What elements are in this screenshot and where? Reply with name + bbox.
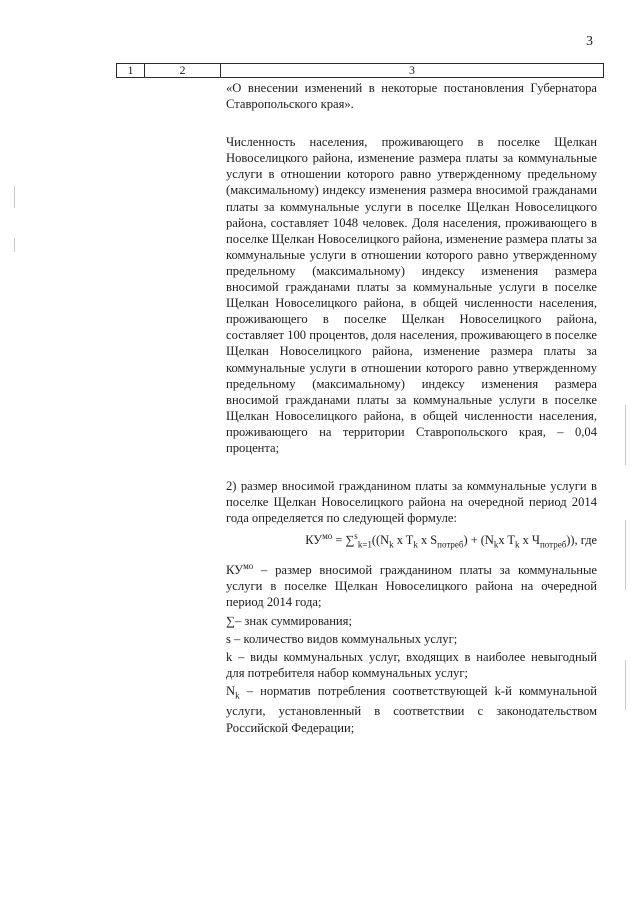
formula-sub: потреб <box>539 539 567 550</box>
formula-sum-lower: k=1 <box>357 539 372 550</box>
scan-artifact <box>14 238 15 252</box>
definition-k: k – виды коммунальных услуг, входящих в наиболее невыгодный для потребителя набор коммунальных услуг; <box>226 649 597 680</box>
formula-part: x T <box>498 533 515 548</box>
formula-sub: k <box>389 539 394 550</box>
formula-part: x T <box>393 533 414 548</box>
table-header-col-2: 2 <box>145 64 221 77</box>
scan-artifact <box>14 186 15 208</box>
definition-nk-term: N <box>226 683 236 698</box>
page-number: 3 <box>586 34 593 49</box>
definition-nk-sub: k <box>235 690 240 701</box>
definition-nk-text: – норматив потребления соответствующей k-й коммунальной услуги, установленный в соответствии с законодательством Российской Федерации; <box>226 683 597 735</box>
formula-part: x Ч <box>519 533 540 548</box>
table-header-col-3: 3 <box>409 63 415 77</box>
formula-sub: k <box>413 539 418 550</box>
formula-sum-upper: s <box>354 531 358 542</box>
scan-artifact <box>625 660 626 710</box>
table-header-row <box>116 63 604 78</box>
formula-part: )), где <box>566 533 597 548</box>
formula-part: x S <box>417 533 438 548</box>
document-body <box>226 80 597 736</box>
definition-ku-term: КУ <box>226 563 244 578</box>
definition-nk <box>226 683 597 736</box>
payment-formula <box>226 528 597 553</box>
scan-artifact <box>625 520 626 590</box>
item-2-paragraph: 2) размер вносимой гражданином платы за коммунальные услуги в поселке Щелкан Новоселицкого района на очередной период 2014 года определяется по следующей формуле: <box>226 479 597 526</box>
scan-artifact <box>625 405 626 465</box>
formula-part: ((N <box>371 533 390 548</box>
formula-part: ) + (N <box>463 533 494 548</box>
intro-paragraph: «О внесении изменений в некоторые постановления Губернатора Ставропольского края». <box>226 81 597 112</box>
definition-sum: ∑– знак суммирования; <box>226 613 352 628</box>
formula-sum-sign: = ∑ <box>332 533 355 548</box>
formula-sub: k <box>493 539 499 550</box>
definition-ku-text: – размер вносимой гражданином платы за коммунальные услуги в поселке Щелкан Новоселицкого района на очередной период 2014 года; <box>226 563 597 610</box>
definition-ku-sup: мо <box>243 561 254 572</box>
formula-lhs: КУ <box>305 533 323 548</box>
table-header-col-1: 1 <box>117 64 145 77</box>
formula-sub: k <box>515 539 520 550</box>
definition-s: s – количество видов коммунальных услуг; <box>226 631 458 646</box>
population-paragraph: Численность населения, проживающего в поселке Щелкан Новоселицкого района, изменение размера платы за коммунальные услуги в отношении которого равно утвержденному предельному (максимальному) индексу изменения размера вносимой гражданами платы за коммунальные услуги в поселке Щелкан Новоселицкого района, составляет 1048 человек. Доля населения, проживающего в поселке Щелкан Новоселицкого района, изменение размера платы за коммунальные услуги в отношении которого равно утвержденному предельному (максимальному) индексу изменения размера вносимой гражданами платы за коммунальные услуги в поселке Щелкан Новоселицкого района, в общей численности населения, проживающего в поселке Щелкан Новоселицкого района, составляет 100 процентов, доля населения, проживающего в поселке Щелкан Новоселицкого района, изменение размера платы за коммунальные услуги в отношении которого равно утвержденному предельному (максимальному) индексу изменения размера вносимой гражданами платы за коммунальные услуги в поселке Щелкан Новоселицкого района, в общей численности населения, проживающего на территории Ставропольского края, – 0,04 процента; <box>226 135 597 455</box>
formula-sub: потреб <box>437 539 464 550</box>
definition-ku <box>226 558 597 610</box>
formula-lhs-sup: мо <box>322 531 333 542</box>
